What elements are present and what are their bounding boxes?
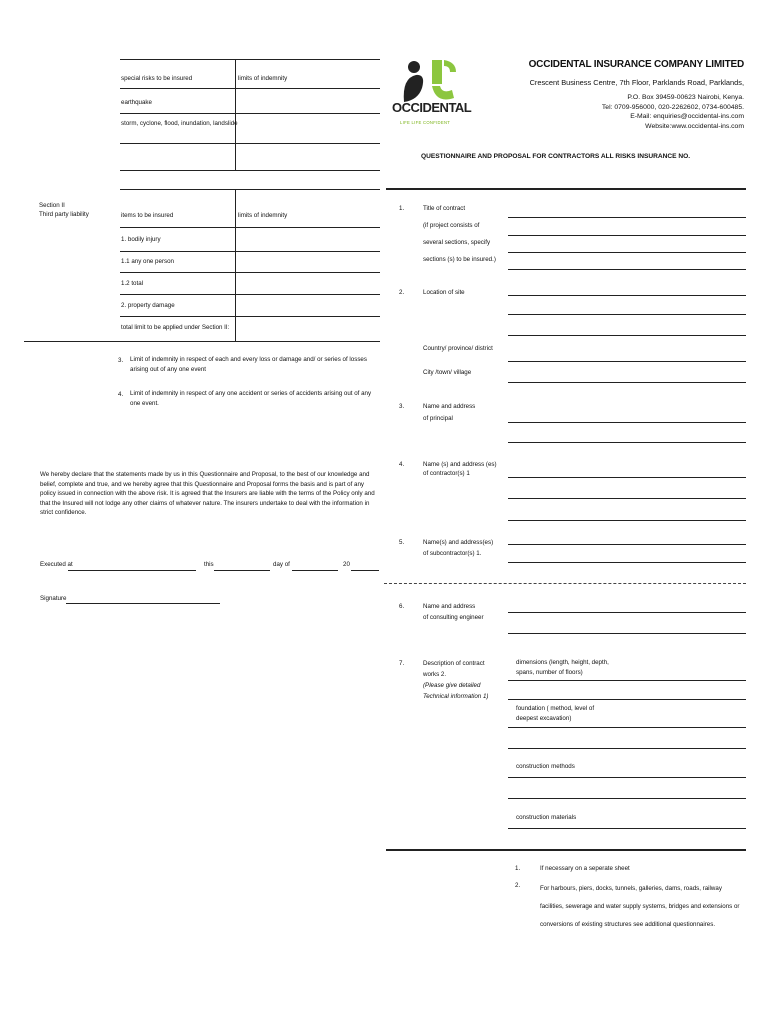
question-sub: (if project consists of [423,222,480,229]
answer-line[interactable] [508,699,746,700]
limit-item-number: 3. [118,357,124,364]
day-of-label: day of [273,561,290,568]
answer-line[interactable] [508,798,746,799]
answer-line[interactable] [508,777,746,778]
limit-item-number: 4. [118,391,124,398]
question-sub: sections (s) to be insured.) [423,256,496,263]
limit-item-text: Limit of indemnity in respect of any one accident or series of accidents arising out of any one event. [130,390,372,407]
answer-line[interactable] [508,520,746,521]
question-label: Name and address [423,403,476,410]
works-field-dimensions: dimensions (length, height, depth, spans, number of floors) [516,659,609,676]
answer-line[interactable] [508,562,746,563]
section2-label: Section II [39,202,65,209]
question-label: Name and address [423,603,476,610]
executed-at-label: Executed at [40,561,73,568]
answer-line[interactable] [508,828,746,829]
answer-line[interactable] [508,335,746,336]
executed-at-field[interactable] [68,570,196,571]
question-sub: (Please give detailed [423,682,481,689]
question-sub: of consulting engineer [423,614,484,621]
section2-limit-header: limits of indemnity [238,212,288,219]
answer-line[interactable] [508,633,746,634]
form-title: QUESTIONNAIRE AND PROPOSAL FOR CONTRACTORS ALL RISKS INSURANCE NO. [421,153,691,160]
answer-line[interactable] [508,748,746,749]
year-label: 20 [343,561,350,568]
works-field-construction-materials: construction materials [516,814,577,821]
email-line: E-Mail: enquiries@occidental-ins.com [630,113,744,121]
section2-items-header: items to be insured [121,212,174,219]
execution-line [40,561,380,573]
address-line: P.O. Box 39459-00623 Nairobi, Kenya. [627,93,744,101]
question-label: Country/ province/ district [423,345,493,352]
question-label: City /town/ village [423,369,472,376]
company-address [494,78,744,132]
answer-line[interactable] [508,422,746,423]
answer-line[interactable] [508,442,746,443]
limit-item-text: Limit of indemnity in respect of each and every loss or damage and/ or series of losses arising out of any one event [130,356,367,373]
footnote-text: If necessary on a seperate sheet [540,865,630,872]
answer-line[interactable] [508,544,746,545]
answer-line[interactable] [508,295,746,296]
special-risks-limit-header: limits of indemnity [238,75,288,82]
answer-line[interactable] [508,235,746,236]
this-label: this [204,561,214,568]
occidental-logo-icon [392,58,460,106]
answer-line[interactable] [508,382,746,383]
question-label: Description of contract [423,660,485,667]
signature-label: Signature [40,595,67,602]
answer-line[interactable] [508,680,746,681]
logo-tagline: LIFE LIFE CONFIDENT [400,120,451,125]
answer-line[interactable] [508,269,746,270]
footnote-number: 2. [515,882,521,889]
question-sub: of subcontractor(s) 1. [423,550,482,557]
row-property-damage: 2. property damage [121,302,175,309]
question-number: 3. [399,403,405,410]
risk-row-earthquake: earthquake [121,99,152,106]
works-field-foundation: foundation ( method, level of deepest excavation) [516,705,595,722]
answer-line[interactable] [508,477,746,478]
answer-line[interactable] [508,361,746,362]
question-number: 2. [399,289,405,296]
question-number: 7. [399,660,405,667]
footnote-number: 1. [515,865,521,872]
question-number: 5. [399,539,405,546]
this-field[interactable] [214,570,270,571]
address-line: Crescent Business Centre, 7th Floor, Parklands Road, Parklands, [529,78,744,87]
question-label: Name(s) and address(es) [423,539,494,546]
row-bodily-injury: 1. bodily injury [121,236,161,243]
question-number: 4. [399,461,405,468]
section-rule [386,849,746,851]
address-line: Tel: 0709-956000, 020-2262602, 0734-600485. [601,103,744,111]
risk-row-storm: storm, cyclone, flood, inundation, landslide [121,120,238,127]
question-label: Location of site [423,289,465,296]
question-sub: works 2. [423,671,447,678]
declaration-text: We hereby declare that the statements made by us in this Questionnaire and Proposal, to the best of our knowledge and belief, complete and true, and we hereby agree that this Questionnaire and Proposal forms the basis and is part of any policy issued in connection with the above risk. It is agreed that the Insurers are liable with the terms of the Policy only and that the Insured will not lodge any other claims of whatever nature. The insurers undertake to deal with the information in strict confidence. [40,471,375,517]
answer-line[interactable] [508,314,746,315]
footnote-text: For harbours, piers, docks, tunnels, galleries, dams, roads, railway facilities, sewerage and water supply systems, bridges and extensions or conversions of existing structures see additional questionnaires. [540,885,740,928]
works-field-construction-methods: construction methods [516,763,575,770]
answer-line[interactable] [508,217,746,218]
question-label: Name (s) and address (es) [423,461,497,468]
signature-field[interactable] [66,603,220,604]
year-field[interactable] [351,570,379,571]
section2-sublabel: Third party liability [39,211,89,218]
logo-wordmark: OCCIDENTAL [392,100,472,115]
company-logo [392,58,472,128]
title-rule [386,188,746,190]
website-line: Website:www.occidental-ins.com [645,123,744,131]
row-any-one-person: 1.1 any one person [121,258,174,265]
answer-line[interactable] [508,252,746,253]
row-total-limit: total limit to be applied under Section II: [121,324,230,331]
special-risks-header: special risks to be insured [121,75,193,82]
answer-line[interactable] [508,498,746,499]
question-sub: of principal [423,415,453,422]
dashed-separator [384,583,746,584]
answer-line[interactable] [508,612,746,613]
question-number: 1. [399,205,405,212]
company-name: OCCIDENTAL INSURANCE COMPANY LIMITED [528,59,744,70]
day-of-field[interactable] [292,570,338,571]
question-label: Title of contract [423,205,466,212]
question-sub: Technical information 1) [423,693,489,700]
question-number: 6. [399,603,405,610]
row-total: 1.2 total [121,280,144,287]
question-sub: of contractor(s) 1 [423,470,470,477]
answer-line[interactable] [508,727,746,728]
question-sub: several sections, specify [423,239,491,246]
